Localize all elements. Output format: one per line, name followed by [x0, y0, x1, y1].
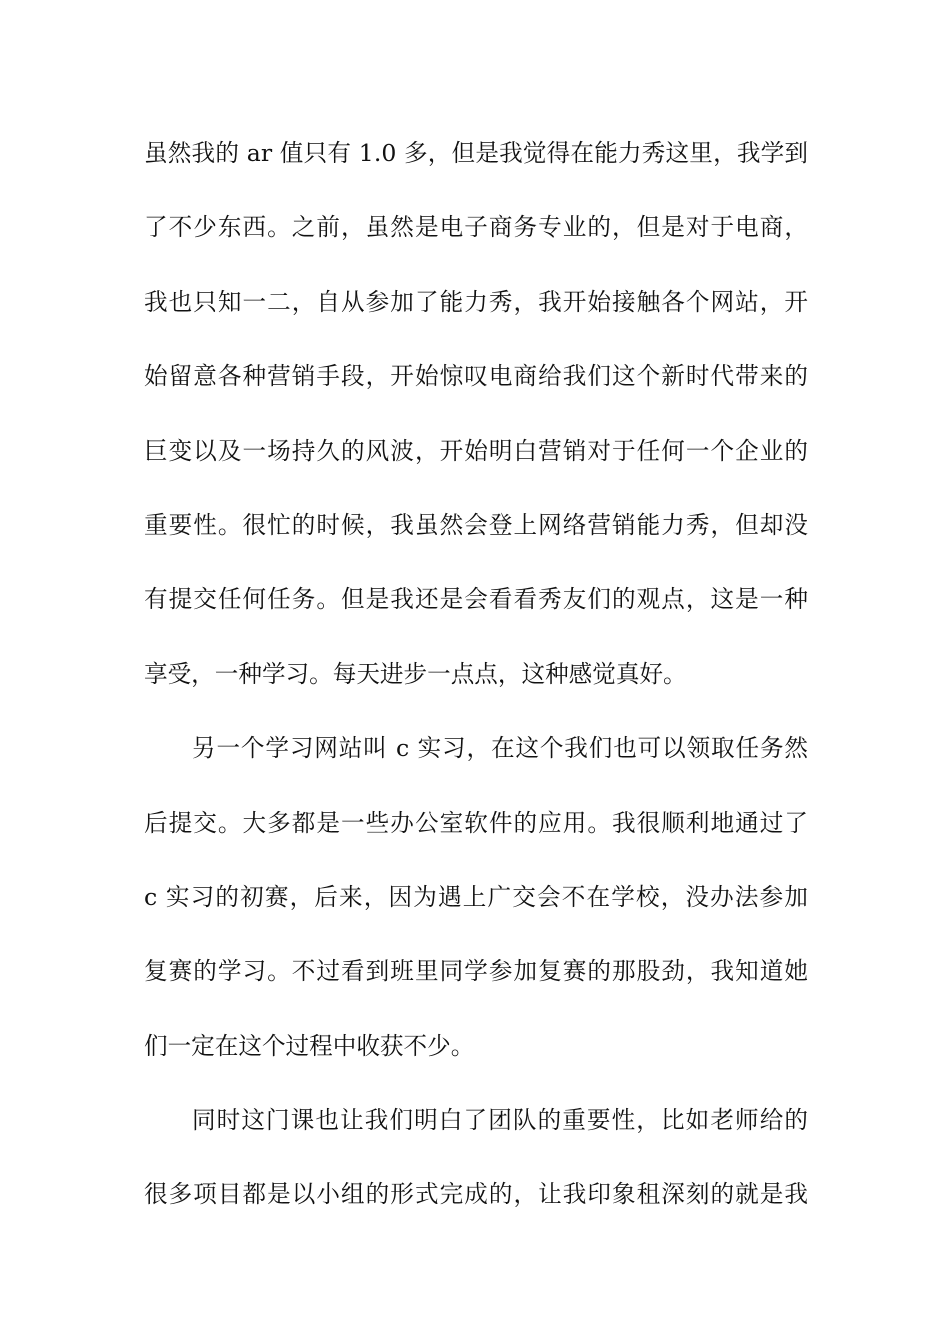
text-line: 重要性。很忙的时候，我虽然会登上网络营销能力秀，但却没 — [144, 510, 808, 539]
text-line: 虽然我的 ar 值只有 1.0 多，但是我觉得在能力秀这里，我学到 — [144, 139, 808, 167]
text-line: 有提交任何任务。但是我还是会看看秀友们的观点，这是一种 — [144, 585, 808, 614]
text-line: 后提交。大多都是一些办公室软件的应用。我很顺利地通过了 — [144, 808, 808, 837]
text-line: 了不少东西。之前，虽然是电子商务专业的，但是对于电商， — [144, 213, 808, 242]
text-line: c 实习的初赛，后来，因为遇上广交会不在学校，没办法参加 — [144, 882, 808, 911]
text-line: 始留意各种营销手段，开始惊叹电商给我们这个新时代带来的 — [144, 362, 808, 391]
text-line: 们一定在这个过程中收获不少。 — [144, 1031, 475, 1060]
text-line: 享受，一种学习。每天进步一点点，这种感觉真好。 — [144, 659, 687, 688]
text-line: 很多项目都是以小组的形式完成的，让我印象租深刻的就是我 — [144, 1180, 808, 1209]
text-line: 复赛的学习。不过看到班里同学参加复赛的那股劲，我知道她 — [144, 957, 808, 986]
text-line: 同时这门课也让我们明白了团队的重要性，比如老师给的 — [192, 1106, 808, 1135]
text-line: 巨变以及一场持久的风波，开始明白营销对于任何一个企业的 — [144, 436, 808, 465]
text-line: 另一个学习网站叫 c 实习，在这个我们也可以领取任务然 — [192, 734, 808, 763]
text-line: 我也只知一二，自从参加了能力秀，我开始接触各个网站，开 — [144, 287, 808, 316]
body-text — [144, 128, 808, 1244]
